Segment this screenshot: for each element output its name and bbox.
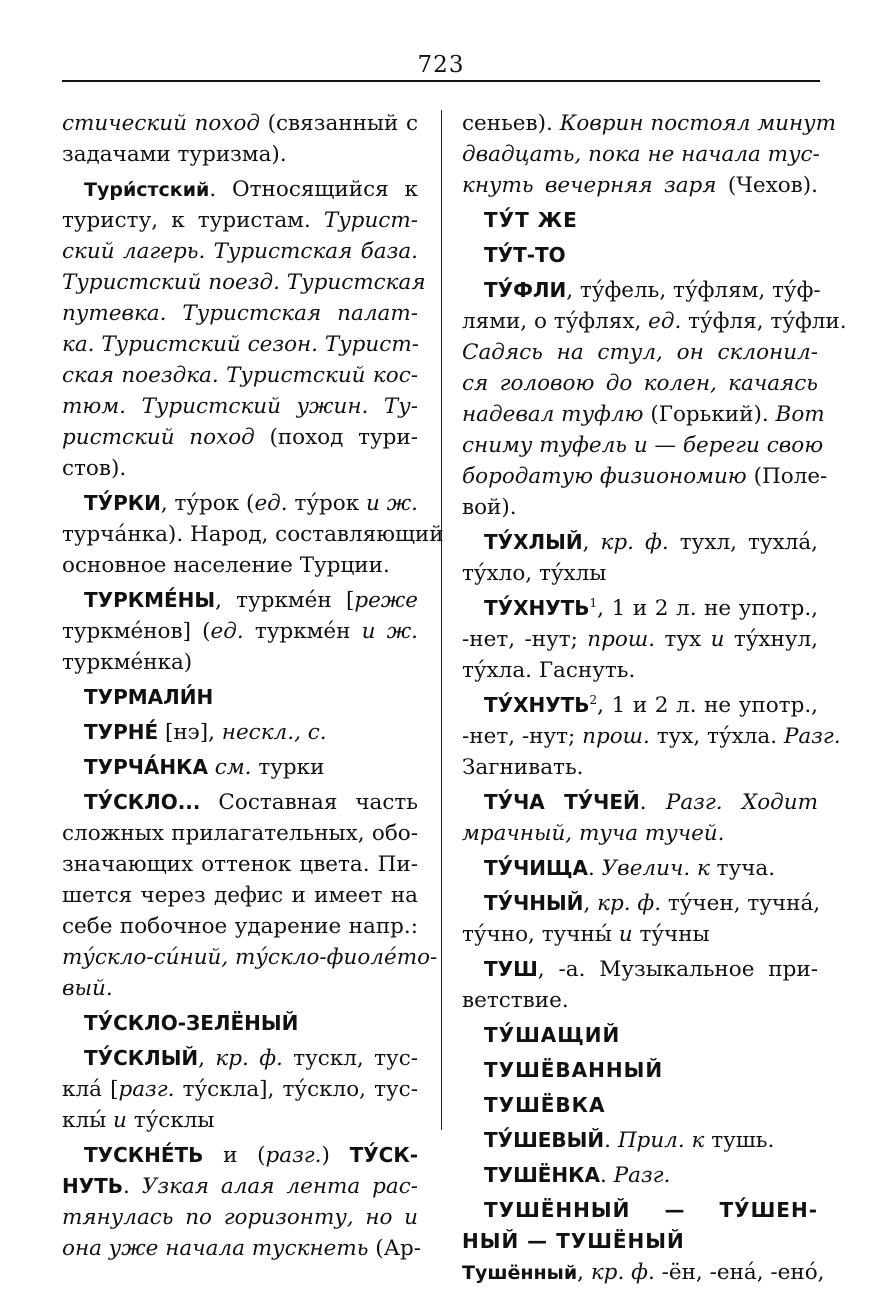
abbrev: разг. <box>265 1143 322 1168</box>
gloss-text: ту́рок <box>287 491 367 516</box>
gloss-text: ту́чны <box>632 922 710 947</box>
gloss-text: тускл, тус- <box>282 1046 418 1071</box>
homonym-index: 2 <box>589 692 598 707</box>
abbrev: и <box>113 1108 127 1133</box>
text-line: сложных прилагательных, обо- <box>62 821 418 846</box>
gloss-text: -нет, -нут; <box>462 627 588 652</box>
gloss-text: (связанный с <box>260 111 418 136</box>
headword: ТУ́ХЛЫЙ <box>484 530 583 554</box>
headword: ТУ́СКЛО-ЗЕЛЁНЫЙ <box>84 1011 299 1035</box>
text-line <box>462 108 837 139</box>
gloss-text: лями, о ту́флях, <box>462 309 649 334</box>
headword: ТУ́ШАЩИЙ <box>484 1023 621 1047</box>
entry-tukhly <box>462 527 818 558</box>
headword: ТУ́СКЛЫЙ <box>84 1046 199 1070</box>
text-line: себе побочное ударение напр.: <box>62 914 418 939</box>
abbrev: Разг. <box>613 1163 671 1188</box>
gloss-text: , 1 и 2 л. не употр., <box>597 596 818 621</box>
abbrev: и ж. <box>361 619 418 644</box>
gloss-text: задачами туризма). <box>62 142 287 167</box>
headword: ТУ́РКИ <box>84 491 161 515</box>
text-line: ветствие. <box>462 988 569 1013</box>
headword: ТУРМАЛИ́Н <box>84 685 214 709</box>
headword: ТУШЁВКА <box>484 1093 606 1117</box>
entry-turne <box>62 717 418 748</box>
gloss-text: ) <box>321 1143 350 1168</box>
entry-turchanka <box>62 752 418 783</box>
text-line: турча́нка). Народ, составляющий <box>62 522 444 547</box>
gloss-text: . <box>123 1174 142 1199</box>
gloss-text: тухл, тухла́, <box>668 530 819 555</box>
gloss-text: . <box>587 856 602 881</box>
text-line: ту́хла. Гаснуть. <box>462 658 636 683</box>
text-line: вый. <box>62 976 113 1001</box>
headword: Тури́стский <box>84 179 210 201</box>
text-line: ская поездка. Туристский кос- <box>62 363 418 388</box>
entry-tushenny <box>462 1195 818 1226</box>
gloss-text: , <box>583 891 598 916</box>
headword: ТУШЁНКА <box>484 1163 600 1187</box>
text-line: ту́хло, ту́хлы <box>462 561 607 586</box>
text-line: вой). <box>462 495 517 520</box>
gloss-text: (Ар- <box>368 1236 422 1261</box>
gloss-text: , 1 и 2 л. не употр., <box>597 693 818 718</box>
abbrev: ед. <box>210 619 244 644</box>
gloss-text: . <box>604 1128 618 1153</box>
gloss-text: Составная часть <box>200 790 418 815</box>
text-line: ка. Туристский сезон. Турист- <box>62 332 419 357</box>
text-line: шется через дефис и имеет на <box>62 883 418 908</box>
text-line: ту́скло-си́ний, ту́скло-фиоле́то- <box>62 945 438 970</box>
right-column <box>462 108 847 1288</box>
text-line: двадцать, пока не начала тус- <box>462 142 820 167</box>
abbrev: Увелич. к <box>601 856 710 881</box>
entry-turistsky <box>62 174 418 205</box>
header-rule <box>62 80 820 82</box>
text-line <box>62 1105 418 1136</box>
abbrev: Прил. к <box>617 1128 705 1153</box>
text-line <box>62 1074 418 1105</box>
entry-tush <box>462 954 818 985</box>
example-text: Узкая алая лента рас- <box>141 1174 419 1199</box>
text-line: Туристский поезд. Туристская <box>62 270 426 295</box>
headword: ТУРНЕ́ <box>84 720 159 744</box>
page-number: 723 <box>417 52 465 78</box>
gloss-text: , туркме́н [ <box>215 588 355 613</box>
entry-tusknet <box>62 1140 418 1171</box>
gloss-text: ту́скла], ту́скло, тус- <box>174 1077 418 1102</box>
example-text: бородатую физиономию <box>462 464 747 489</box>
text-line: ся головою до колен, качаясь <box>462 371 818 396</box>
abbrev: и <box>710 627 725 652</box>
left-column <box>62 108 444 1264</box>
headword: ТУРЧА́НКА <box>84 755 208 779</box>
gloss-text: туркме́нов] ( <box>62 619 211 644</box>
gloss-text: ту́фля, ту́фли. <box>681 309 847 334</box>
text-line: значающих оттенок цвета. Пи- <box>62 852 418 877</box>
text-line <box>462 1226 818 1257</box>
gloss-text: сеньев). <box>462 111 560 136</box>
example-text: Коврин постоял минут <box>559 111 837 136</box>
gloss-text: -нет, -нут; <box>462 724 583 749</box>
abbrev: см. <box>207 755 252 780</box>
entry-turki <box>62 488 418 519</box>
abbrev: и <box>618 922 633 947</box>
text-line <box>62 1233 422 1264</box>
headword: НЫЙ — ТУШЁНЫЙ <box>462 1229 685 1253</box>
text-line <box>462 461 828 492</box>
gloss-text: . <box>639 790 666 815</box>
entry-tukhnut-2 <box>462 690 818 721</box>
headword: ТУ́ХНУТЬ <box>484 693 590 717</box>
gloss-text: ту́чно, тучны́ <box>462 922 619 947</box>
gloss-text: турки <box>251 755 325 780</box>
gloss-text: туристу, к туристам. <box>62 208 324 233</box>
text-line <box>462 399 825 430</box>
headword: ТУШЁННЫЙ — ТУ́ШЕН- <box>484 1198 818 1222</box>
gloss-text: , ту́фель, ту́флям, ту́ф- <box>566 278 821 303</box>
headword: ТУРКМЕ́НЫ <box>84 588 216 612</box>
gloss-text: , <box>577 1260 591 1285</box>
column-divider <box>441 110 442 1130</box>
abbrev: разг. <box>118 1077 175 1102</box>
entry-tuskly <box>62 1043 418 1074</box>
headword: ТУСКНЕ́ТЬ <box>84 1143 204 1167</box>
headword: ТУШ <box>484 957 538 981</box>
entry-tut-zhe <box>462 205 818 236</box>
text-line: туркме́нка) <box>62 650 193 675</box>
text-line <box>462 721 841 752</box>
gloss-text: ту́хнул, <box>724 627 818 652</box>
abbrev: кр. ф. <box>600 530 669 555</box>
text-line <box>462 624 818 655</box>
abbrev: нескл., с. <box>221 720 327 745</box>
entry-tufli <box>462 275 821 306</box>
headword: ТУШЁВАННЫЙ <box>484 1058 664 1082</box>
entry-tusklo <box>62 787 418 818</box>
text-line: стов). <box>62 456 127 481</box>
headword: Тушённый <box>462 1262 578 1284</box>
example-text: она уже начала тускнеть <box>62 1236 369 1261</box>
headword: ТУ́ЧНЫЙ <box>484 891 584 915</box>
text-line <box>62 616 418 647</box>
headword: ТУ́СКЛО... <box>84 790 201 814</box>
abbrev: Разг. <box>783 724 841 749</box>
abbrev: прош. <box>582 724 650 749</box>
headword: ТУ́Т ЖЕ <box>484 208 578 232</box>
entry-tuchishcha <box>462 853 818 884</box>
gloss-text: и ( <box>203 1143 266 1168</box>
example-text: Разг. Ходит <box>665 790 819 815</box>
entry-tushevy <box>462 1125 818 1156</box>
gloss-text: тух <box>655 627 711 652</box>
gloss-text: ту́чен, тучна́, <box>661 891 821 916</box>
gloss-text: . Относящийся к <box>209 177 418 202</box>
gloss-text: , ту́рок ( <box>160 491 255 516</box>
text-line: Загнивать. <box>462 755 584 780</box>
text-line <box>62 1171 418 1202</box>
abbrev: и ж. <box>366 491 418 516</box>
entry-tushevanny <box>462 1055 818 1086</box>
gloss-text: кла́ [ <box>62 1077 119 1102</box>
text-line: основное население Турции. <box>62 553 390 578</box>
gloss-text: тушь. <box>704 1128 775 1153</box>
entry-tushevka <box>462 1090 818 1121</box>
entry-tukhnut-1 <box>462 593 818 624</box>
headword: ТУ́ХНУТЬ <box>484 596 590 620</box>
text-line <box>462 1257 825 1288</box>
gloss-text: туча. <box>709 856 776 881</box>
entry-tut-to <box>462 240 818 271</box>
gloss-text: -ён, -ена́, -ено́, <box>654 1260 825 1285</box>
text-line: сниму туфель и — береги свою <box>462 433 824 458</box>
gloss-text: ту́склы <box>126 1108 215 1133</box>
example-text: надевал туфлю <box>462 402 644 427</box>
headword: ТУ́ЧИЩА <box>484 856 588 880</box>
gloss-text: , -а. Музыкальное при- <box>537 957 818 982</box>
example-text: Вот <box>775 402 825 427</box>
entry-turmalin <box>62 682 418 713</box>
headword: ТУ́ЧА ТУ́ЧЕЙ <box>484 790 640 814</box>
text-line: путевка. Туристская палат- <box>62 301 418 326</box>
text-line <box>62 139 418 170</box>
abbrev: кр. ф. <box>215 1046 283 1071</box>
text-line <box>62 108 418 139</box>
gloss-text: (Горький). <box>643 402 776 427</box>
abbrev: ед. <box>648 309 682 334</box>
text-line <box>462 170 818 201</box>
abbrev: кр. ф. <box>590 1260 655 1285</box>
headword: ТУ́ФЛИ <box>484 278 567 302</box>
entry-tuchny <box>462 888 821 919</box>
text-line <box>62 422 418 453</box>
entry-tushenka <box>462 1160 818 1191</box>
abbrev: ед. <box>254 491 288 516</box>
entry-turkmeny <box>62 585 418 616</box>
headword: ТУ́СК- <box>349 1143 418 1167</box>
abbrev: реже <box>354 588 418 613</box>
text-line: ский лагерь. Туристская база. <box>62 239 418 264</box>
entry-tushashchy <box>462 1020 818 1051</box>
text-line <box>462 919 818 950</box>
headword: ТУ́ШЕВЫЙ <box>484 1128 605 1152</box>
example-text: кнуть вечерняя заря <box>462 173 717 198</box>
gloss-text: (поход тури- <box>254 425 418 450</box>
gloss-text: , <box>582 530 601 555</box>
abbrev: прош. <box>587 627 656 652</box>
headword: ТУ́Т-ТО <box>484 243 566 267</box>
example-text: стический поход <box>62 111 261 136</box>
homonym-index: 1 <box>589 595 598 610</box>
gloss-text: , <box>198 1046 216 1071</box>
example-text: ристский поход <box>62 425 255 450</box>
gloss-text: (Чехов). <box>716 173 818 198</box>
text-line: тюм. Туристский ужин. Ту- <box>62 394 418 419</box>
entry-tusklo-zeleny <box>62 1008 418 1039</box>
gloss-text: . <box>600 1163 614 1188</box>
abbrev: кр. ф. <box>597 891 662 916</box>
gloss-text: тух, ту́хла. <box>649 724 784 749</box>
gloss-text: туркме́н <box>243 619 362 644</box>
text-line: Садясь на стул, он склонил- <box>462 340 818 365</box>
gloss-text: [нэ], <box>158 720 222 745</box>
text-line: мрачный, туча тучей. <box>462 821 725 846</box>
headword: НУТЬ <box>62 1174 124 1198</box>
text-line <box>462 306 847 337</box>
text-line <box>62 205 418 236</box>
text-line: тянулась по горизонту, но и <box>62 1205 418 1230</box>
gloss-text: (Поле- <box>746 464 828 489</box>
entry-tucha-tuchey <box>462 787 818 818</box>
gloss-text: клы́ <box>62 1108 114 1133</box>
example-text: Турист- <box>323 208 418 233</box>
